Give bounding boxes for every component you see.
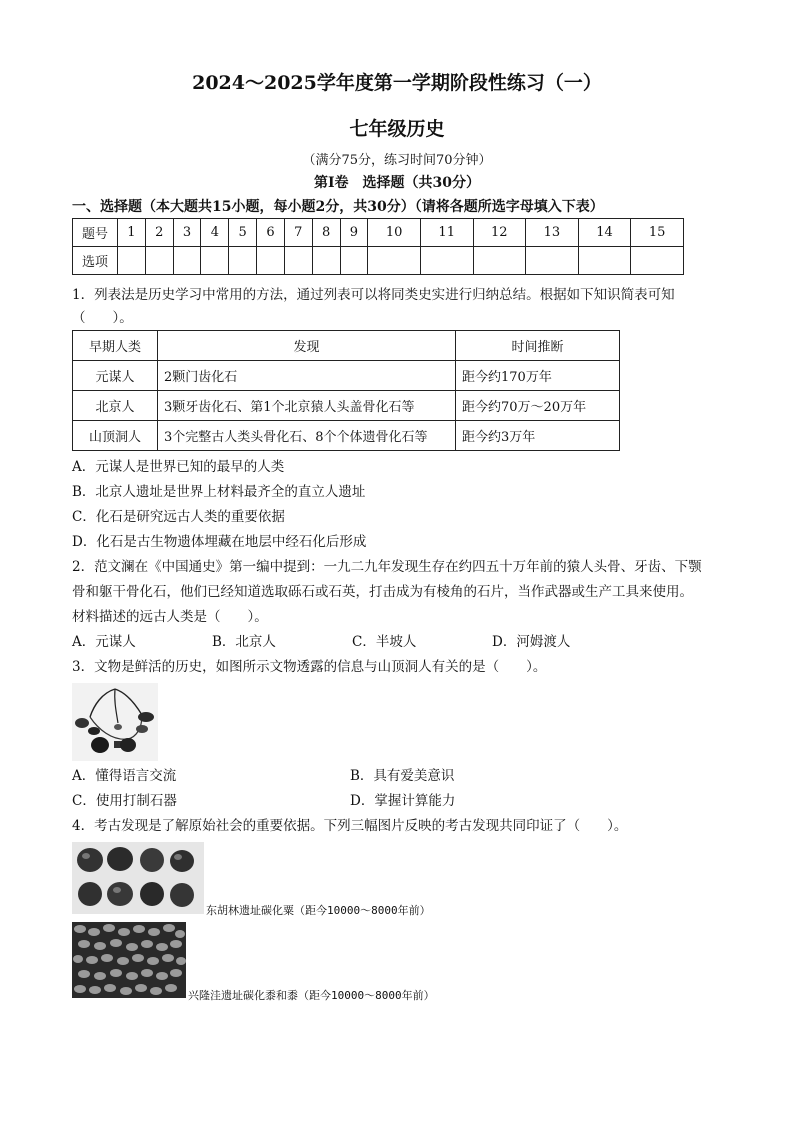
answer-cell[interactable]	[312, 247, 340, 275]
answer-cell[interactable]	[526, 247, 579, 275]
answer-cell[interactable]	[578, 247, 631, 275]
table-cell: 3颗牙齿化石、第1个北京猿人头盖骨化石等	[158, 391, 456, 421]
answer-cell[interactable]	[473, 247, 526, 275]
question-number: 7	[284, 219, 312, 247]
question-number: 8	[312, 219, 340, 247]
table-header: 时间推断	[456, 331, 620, 361]
answer-table-row-numbers	[73, 219, 684, 247]
q3-option-b: B．具有爱美意识	[350, 768, 455, 784]
question-number: 13	[526, 219, 579, 247]
question-number: 10	[368, 219, 421, 247]
exam-title: 2024～2025学年度第一学期阶段性练习（一）	[192, 72, 602, 94]
q2-option-b: B．北京人	[212, 634, 276, 650]
question-number: 9	[340, 219, 368, 247]
question-number: 15	[631, 219, 684, 247]
question-number: 14	[578, 219, 631, 247]
answer-cell[interactable]	[145, 247, 173, 275]
table-row	[73, 361, 620, 391]
table-header-row	[73, 331, 620, 361]
question-number: 6	[257, 219, 285, 247]
q4-stem: 4．考古发现是了解原始社会的重要依据。下列三幅图片反映的考古发现共同印证了（ ）。	[72, 818, 628, 834]
q2-option-d: D．河姆渡人	[492, 634, 571, 650]
table-cell: 山顶洞人	[73, 421, 158, 451]
answer-cell[interactable]	[420, 247, 473, 275]
question-number: 11	[420, 219, 473, 247]
table-cell: 距今约3万年	[456, 421, 620, 451]
part-title: 第Ⅰ卷 选择题（共30分）	[313, 175, 481, 191]
q1-option-c: C．化石是研究远古人类的重要依据	[72, 509, 285, 525]
q1-option-b: B．北京人遗址是世界上材料最齐全的直立人遗址	[72, 484, 366, 500]
q3-option-a: A．懂得语言交流	[72, 768, 177, 784]
table-cell: 3个完整古人类头骨化石、8个个体遗骨化石等	[158, 421, 456, 451]
q1-stem-line1: 1．列表法是历史学习中常用的方法，通过列表可以将同类史实进行归纳总结。根据如下知识简表可知	[72, 287, 675, 303]
row-label: 题号	[73, 219, 118, 247]
answer-cell[interactable]	[173, 247, 201, 275]
answer-cell[interactable]	[340, 247, 368, 275]
question-number: 1	[118, 219, 146, 247]
q2-option-a: A．元谋人	[72, 634, 136, 650]
carbonized-millet-image	[72, 842, 204, 914]
caption-donghulin: 东胡林遗址碳化粟（距今10000～8000年前）	[206, 904, 431, 917]
question-number: 5	[229, 219, 257, 247]
exam-note: （满分75分，练习时间70分钟）	[302, 153, 492, 168]
question-number: 12	[473, 219, 526, 247]
row-label: 选项	[73, 247, 118, 275]
knowledge-table	[72, 330, 620, 451]
table-header: 早期人类	[73, 331, 158, 361]
q2-line2: 骨和躯干骨化石，他们已经知道选取砾石或石英，打击成为有棱角的石片，当作武器或生产工具来使用。	[72, 584, 693, 600]
question-number: 4	[201, 219, 229, 247]
section-title: 一、选择题（本大题共15小题，每小题2分，共30分）（请将各题所选字母填入下表）	[72, 199, 604, 215]
q3-option-d: D．掌握计算能力	[350, 793, 456, 809]
answer-table-row-options	[73, 247, 684, 275]
table-cell: 距今约170万年	[456, 361, 620, 391]
q3-stem: 3．文物是鲜活的历史，如图所示文物透露的信息与山顶洞人有关的是（ ）。	[72, 659, 547, 675]
table-cell: 距今约70万～20万年	[456, 391, 620, 421]
answer-cell[interactable]	[368, 247, 421, 275]
table-cell: 北京人	[73, 391, 158, 421]
table-cell: 元谋人	[73, 361, 158, 391]
q3-option-c: C．使用打制石器	[72, 793, 177, 809]
question-number: 2	[145, 219, 173, 247]
subject-title: 七年级历史	[349, 118, 445, 140]
q1-option-d: D．化石是古生物遗体埋藏在地层中经石化后形成	[72, 534, 367, 550]
answer-cell[interactable]	[257, 247, 285, 275]
q2-option-c: C．半坡人	[352, 634, 417, 650]
q1-stem-line2: （ ）。	[72, 310, 133, 326]
q1-option-a: A．元谋人是世界已知的最早的人类	[72, 459, 285, 475]
table-header: 发现	[158, 331, 456, 361]
answer-cell[interactable]	[201, 247, 229, 275]
table-row	[73, 421, 620, 451]
q2-line3: 材料描述的远古人类是（ ）。	[72, 609, 268, 625]
answer-cell[interactable]	[284, 247, 312, 275]
answer-cell[interactable]	[118, 247, 146, 275]
table-row	[73, 391, 620, 421]
question-number: 3	[173, 219, 201, 247]
table-cell: 2颗门齿化石	[158, 361, 456, 391]
necklace-artifact-image	[72, 683, 158, 761]
answer-cell[interactable]	[631, 247, 684, 275]
answer-table	[72, 218, 684, 275]
answer-cell[interactable]	[229, 247, 257, 275]
q2-line1: 2．范文澜在《中国通史》第一编中提到：一九二九年发现生存在约四五十万年前的猿人头骨、牙齿、下颚	[72, 559, 702, 575]
carbonized-grain-image	[72, 922, 186, 998]
caption-xinglongwa: 兴隆洼遗址碳化黍和黍（距今10000～8000年前）	[188, 989, 435, 1002]
